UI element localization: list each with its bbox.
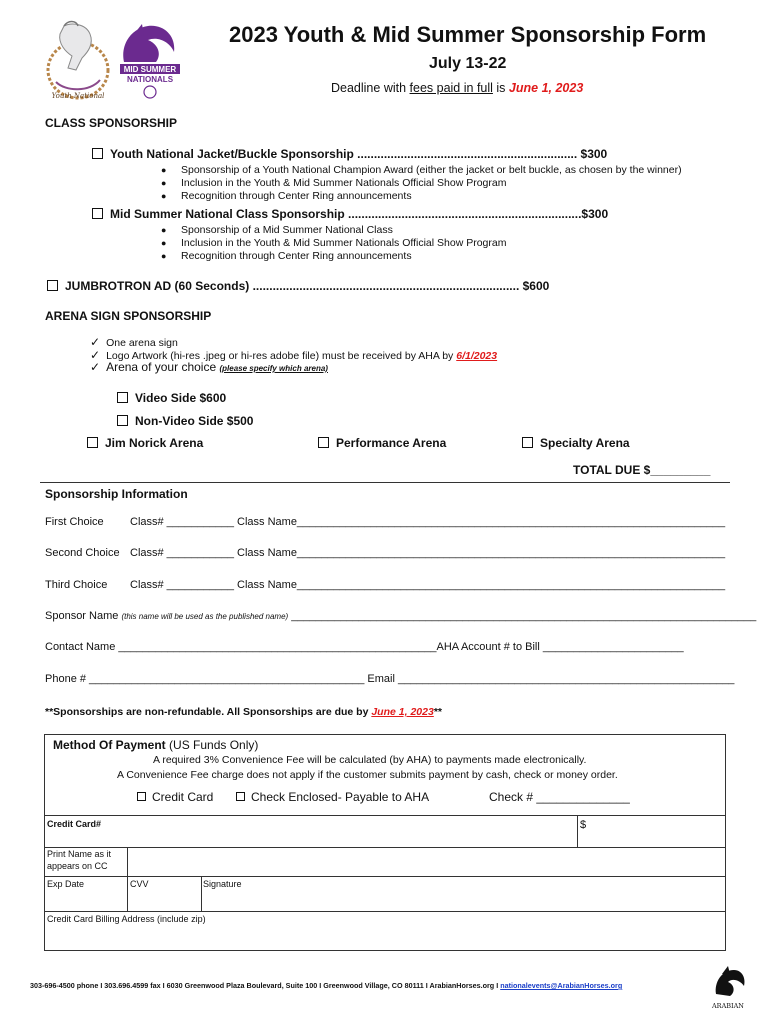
class-sponsorship-heading: CLASS SPONSORSHIP (45, 116, 178, 130)
credit-card-option[interactable] (137, 790, 213, 804)
contact-name-row[interactable]: Contact Name ____________________________________________________AHA Account # to Bill _______________________ (45, 641, 684, 653)
mid-summer-logo-line1: MID SUMMER (123, 65, 177, 74)
deadline-underlined: fees paid in full (409, 81, 493, 95)
checkmark-icon: ✓ (90, 335, 101, 349)
billing-address-field[interactable] (45, 911, 725, 950)
arena-check-3-text: Arena of your choice (106, 360, 217, 374)
amount-field[interactable] (578, 815, 725, 847)
arabian-horse-logo (708, 964, 748, 1012)
signature-field[interactable] (203, 876, 725, 911)
arena-choice-note: (please specify which arena) (219, 364, 328, 373)
form-title: 2023 Youth & Mid Summer Sponsorship Form (229, 22, 707, 47)
jim-norick-label: Jim Norick Arena (105, 436, 204, 450)
arena-check-1-text: One arena sign (106, 337, 178, 349)
signature-label: Signature (203, 879, 242, 889)
midsummer-sponsorship-option[interactable] (92, 207, 608, 221)
performance-label: Performance Arena (336, 436, 447, 450)
footer-contact: 303-696-4500 phone I 303.696.4599 fax I 6030 Greenwood Plaza Boulevard, Suite 100 I Greenwood Village, CO 80111 I ArabianHorses.org I (30, 981, 499, 990)
cvv-label: CVV (130, 879, 149, 889)
sponsor-name-row[interactable] (45, 610, 756, 622)
arena-jim-norick-option[interactable] (87, 436, 203, 450)
first-choice-label: First Choice (45, 516, 104, 528)
mid-summer-logo-line2: NATIONALS (126, 75, 174, 84)
jim-norick-checkbox[interactable] (87, 437, 98, 448)
youth-national-logo-text: Youth National (51, 92, 105, 100)
footer (30, 981, 622, 990)
specialty-label: Specialty Arena (540, 436, 630, 450)
youth-bullet-1: ● Sponsorship of a Youth National Champion Award (either the jacket or belt buckle, as chosen by the winner) (181, 164, 682, 176)
exp-date-label: Exp Date (47, 879, 85, 889)
third-choice-fields[interactable]: Class# ___________ Class Name______________________________________________________________________ (130, 579, 726, 591)
non-video-side-label: Non-Video Side $500 (135, 414, 254, 428)
refund-note (45, 706, 442, 718)
performance-checkbox[interactable] (318, 437, 329, 448)
print-name-label-2: appears on CC (47, 861, 108, 871)
second-choice-label: Second Choice (45, 547, 120, 559)
total-due[interactable]: TOTAL DUE $_________ (573, 463, 711, 477)
credit-card-number-label: Credit Card# (47, 819, 102, 829)
deadline-line (331, 81, 583, 95)
check-enclosed-option[interactable] (236, 790, 429, 804)
sponsor-name-label: Sponsor Name (45, 610, 119, 622)
payment-heading (53, 738, 258, 752)
arabian-logo-text: ARABIAN (711, 1002, 745, 1010)
payment-heading-normal: (US Funds Only) (169, 738, 259, 752)
youth-sponsorship-checkbox[interactable] (92, 148, 103, 159)
convenience-fee-line2: A Convenience Fee charge does not apply if the customer submits payment by cash, check or money order. (117, 769, 618, 781)
midsummer-sponsorship-label: Mid Summer National Class Sponsorship ......................................................................$300 (110, 207, 609, 221)
checkmark-icon: ✓ (90, 348, 101, 362)
arena-check-3 (90, 360, 328, 374)
youth-national-logo (42, 18, 114, 104)
sponsor-name-note: (this name will be used as the published name) (121, 612, 289, 621)
midsummer-bullet-3: ● Recognition through Center Ring announcements (181, 250, 412, 262)
footer-email-link[interactable]: nationalevents@ArabianHorses.org (500, 981, 623, 990)
convenience-fee-line1: A required 3% Convenience Fee will be calculated (by AHA) to payments made electronically. (153, 754, 587, 766)
check-enclosed-label: Check Enclosed- Payable to AHA (251, 790, 430, 804)
midsummer-sponsorship-checkbox[interactable] (92, 208, 103, 219)
youth-sponsorship-option[interactable] (92, 147, 607, 161)
arena-sign-heading: ARENA SIGN SPONSORSHIP (45, 309, 212, 323)
youth-bullet-3: ● Recognition through Center Ring announcements (181, 190, 412, 202)
refund-note-text: **Sponsorships are non-refundable. All Sponsorships are due by (45, 706, 369, 718)
deadline-is: is (496, 81, 506, 95)
amount-dollar-label: $ (580, 819, 587, 831)
credit-card-option-label: Credit Card (152, 790, 214, 804)
video-side-label: Video Side $600 (135, 391, 227, 405)
video-side-option[interactable] (117, 391, 226, 405)
credit-card-number-field[interactable] (45, 815, 577, 847)
deadline-prefix: Deadline with (331, 81, 407, 95)
first-choice-fields[interactable]: Class# ___________ Class Name______________________________________________________________________ (130, 516, 726, 528)
credit-card-checkbox[interactable] (137, 792, 146, 801)
print-name-field[interactable] (128, 847, 725, 876)
arena-check-2-text: Logo Artwork (hi-res .jpeg or hi-res adobe file) must be received by AHA by (106, 350, 454, 362)
video-side-checkbox[interactable] (117, 392, 128, 403)
arena-check-1 (90, 335, 178, 349)
midsummer-bullet-1: ● Sponsorship of a Mid Summer National Class (181, 224, 393, 236)
check-enclosed-checkbox[interactable] (236, 792, 245, 801)
event-dates: July 13-22 (429, 55, 507, 72)
mid-summer-nationals-logo (114, 22, 186, 102)
refund-due-date: June 1, 2023 (371, 706, 434, 718)
phone-email-row[interactable]: Phone # _____________________________________________ Email _______________________________________________________ (45, 673, 735, 685)
non-video-side-checkbox[interactable] (117, 415, 128, 426)
payment-box (44, 734, 726, 951)
print-name-label-1: Print Name as it (47, 849, 112, 859)
arena-specialty-option[interactable] (522, 436, 630, 450)
billing-address-label: Credit Card Billing Address (include zip) (47, 914, 206, 924)
youth-sponsorship-label: Youth National Jacket/Buckle Sponsorship .................................................................. $300 (110, 147, 608, 161)
arena-performance-option[interactable] (318, 436, 446, 450)
specialty-checkbox[interactable] (522, 437, 533, 448)
check-number-field[interactable]: Check # ______________ (489, 790, 630, 804)
deadline-date: June 1, 2023 (508, 81, 584, 95)
midsummer-bullet-2: ● Inclusion in the Youth & Mid Summer Nationals Official Show Program (181, 237, 506, 249)
section-divider (40, 482, 730, 483)
artwork-deadline-date: 6/1/2023 (456, 350, 498, 362)
grid-line (201, 876, 202, 911)
second-choice-fields[interactable]: Class# ___________ Class Name______________________________________________________________________ (130, 547, 726, 559)
checkmark-icon: ✓ (90, 360, 101, 374)
non-video-side-option[interactable] (117, 414, 253, 428)
youth-bullet-2: ● Inclusion in the Youth & Mid Summer Nationals Official Show Program (181, 177, 506, 189)
payment-heading-bold: Method Of Payment (53, 738, 166, 752)
jumbotron-option[interactable] (47, 279, 549, 293)
sponsor-name-line[interactable]: ____________________________________________________________________________ (291, 610, 757, 622)
jumbotron-checkbox[interactable] (47, 280, 58, 291)
third-choice-label: Third Choice (45, 579, 108, 591)
refund-note-suffix: ** (433, 706, 442, 718)
sponsorship-info-heading: Sponsorship Information (45, 487, 188, 501)
jumbotron-label: JUMBROTRON AD (60 Seconds) ................................................................................ $600 (65, 279, 550, 293)
